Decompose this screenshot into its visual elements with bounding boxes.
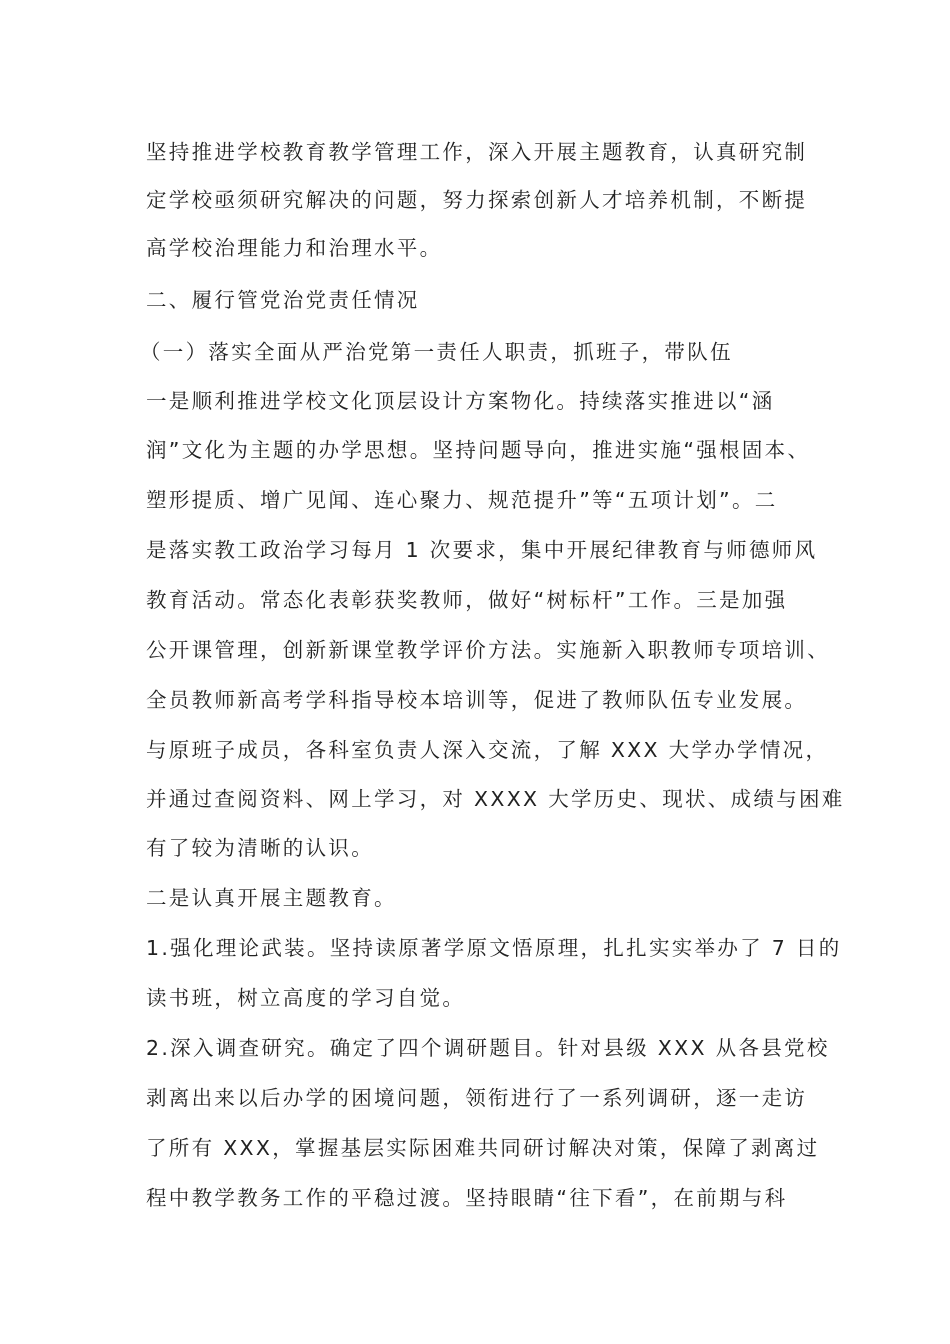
text-line: 全员教师新高考学科指导校本培训等，促进了教师队伍专业发展。 xyxy=(146,688,808,712)
text-line: 定学校亟须研究解决的问题，努力探索创新人才培养机制，不断提 xyxy=(146,188,808,212)
text-line: 有了较为清晰的认识。 xyxy=(146,836,374,860)
text-line: 2.深入调查研究。确定了四个调研题目。针对县级 XXX 从各县党校 xyxy=(146,1036,830,1060)
subsection-heading: （一）落实全面从严治党第一责任人职责，抓班子，带队伍 xyxy=(140,340,733,364)
text-line: 教育活动。常态化表彰获奖教师，做好“树标杆”工作。三是加强 xyxy=(146,588,788,612)
text-line: 并通过查阅资料、网上学习，对 XXXX 大学历史、现状、成绩与困难 xyxy=(146,787,845,811)
text-line: 1.强化理论武装。坚持读原著学原文悟原理，扎扎实实举办了 7 日的 xyxy=(146,936,842,960)
text-line: 坚持推进学校教育教学管理工作，深入开展主题教育，认真研究制 xyxy=(146,140,808,164)
text-line: 润”文化为主题的办学思想。坚持问题导向，推进实施“强根固本、 xyxy=(146,438,811,462)
text-line: 高学校治理能力和治理水平。 xyxy=(146,236,443,260)
text-line: 剥离出来以后办学的困境问题，领衔进行了一系列调研，逐一走访 xyxy=(146,1086,808,1110)
text-line: 塑形提质、增广见闻、连心聚力、规范提升”等“五项计划”。二 xyxy=(146,488,778,512)
text-line: 了所有 XXX，掌握基层实际困难共同研讨解决对策，保障了剥离过 xyxy=(146,1136,820,1160)
text-line: 是落实教工政治学习每月 1 次要求，集中开展纪律教育与师德师风 xyxy=(146,538,818,562)
section-heading: 二、履行管党治党责任情况 xyxy=(146,288,420,312)
text-line: 程中教学教务工作的平稳过渡。坚持眼睛“往下看”，在前期与科 xyxy=(146,1186,788,1210)
text-line: 与原班子成员，各科室负责人深入交流，了解 XXX 大学办学情况， xyxy=(146,738,829,762)
text-line: 二是认真开展主题教育。 xyxy=(146,886,397,910)
text-line: 读书班，树立高度的学习自觉。 xyxy=(146,986,466,1010)
text-line: 公开课管理，创新新课堂教学评价方法。实施新入职教师专项培训、 xyxy=(146,638,830,662)
text-line: 一是顺利推进学校文化顶层设计方案物化。持续落实推进以“涵 xyxy=(146,389,775,413)
